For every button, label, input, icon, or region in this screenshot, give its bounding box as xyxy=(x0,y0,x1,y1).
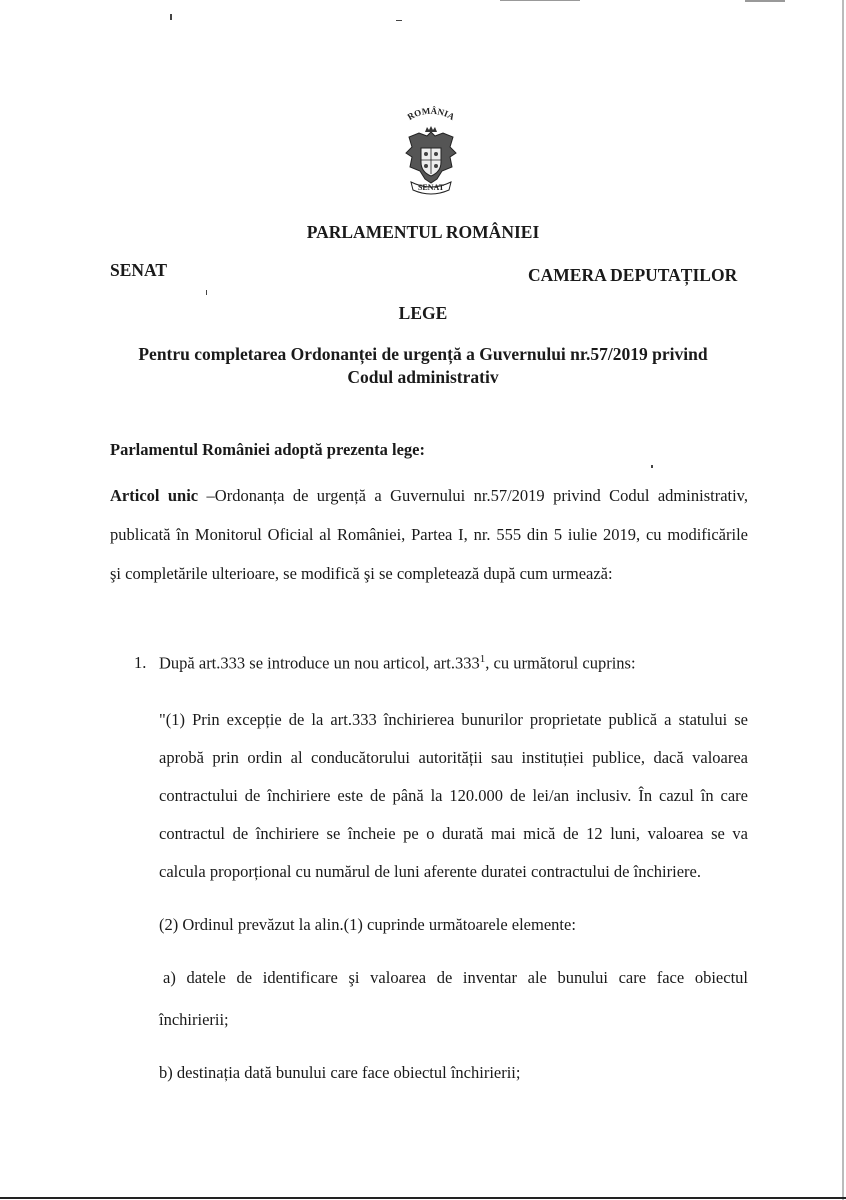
point1-text-a: După art.333 se introduce un nou articol, art.333 xyxy=(159,653,480,673)
scan-mark xyxy=(396,20,402,21)
doc-type: LEGE xyxy=(398,303,448,323)
adoption-statement: Parlamentul României adoptă prezenta lege: xyxy=(110,440,425,459)
scan-mark xyxy=(206,290,207,295)
seal-bottom-text: SENAT xyxy=(417,183,445,192)
svg-text:ROMÂNIA xyxy=(406,106,457,123)
item-b-line1: b) destinația dată bunului care face obiectul închirierii; xyxy=(159,1063,521,1082)
article-line1 xyxy=(110,486,748,506)
parliament-heading: PARLAMENTUL ROMÂNIEI xyxy=(306,222,540,242)
point1-superscript: 1 xyxy=(479,653,486,665)
para1-line3: contractului de închiriere este de până la 120.000 de lei/an inclusiv. În cazul în care xyxy=(159,786,748,805)
scan-mark xyxy=(170,14,172,20)
article-line2: publicată în Monitorul Oficial al României, Partea I, nr. 555 din 5 iulie 2019, cu modificările xyxy=(110,525,748,544)
item-a-line1: a) datele de identificare şi valoarea de inventar ale bunului care face obiectul xyxy=(163,968,748,987)
point1-text xyxy=(159,653,636,673)
law-title-line2: Codul administrativ xyxy=(347,367,499,387)
para2-line1: (2) Ordinul prevăzut la alin.(1) cuprinde următoarele elemente: xyxy=(159,915,576,934)
senate-seal xyxy=(385,102,477,202)
scan-mark xyxy=(500,0,580,1)
para1-line2: aprobă prin ordin al conducătorului autorității sau instituției publice, dacă valoarea xyxy=(159,748,748,767)
article-label: Articol unic xyxy=(110,486,199,505)
article-line3: şi completările ulterioare, se modifică şi se completează după cum urmează: xyxy=(110,564,613,583)
para1-line1: "(1) Prin excepție de la art.333 închirierea bunurilor proprietate publică a statului se xyxy=(159,710,748,729)
para1-line5: calcula proporțional cu numărul de luni aferente duratei contractului de închiriere. xyxy=(159,862,701,881)
point1-number: 1. xyxy=(134,653,147,672)
scan-mark xyxy=(745,0,785,2)
left-chamber: SENAT xyxy=(110,260,168,280)
law-title-line1: Pentru completarea Ordonanței de urgență a Guvernului nr.57/2019 privind xyxy=(138,344,708,364)
scan-edge xyxy=(842,0,844,1200)
article-line1-text: –Ordonanța de urgență a Guvernului nr.57/2019 privind Codul administrativ, xyxy=(198,486,748,505)
item-a-line2: închirierii; xyxy=(159,1010,229,1029)
scan-mark xyxy=(651,465,653,468)
seal-top-text: ROMÂNIA xyxy=(405,105,457,122)
scan-edge xyxy=(0,1197,846,1199)
right-chamber: CAMERA DEPUTAȚILOR xyxy=(528,265,738,285)
point1-text-b: , cu următorul cuprins: xyxy=(485,653,636,673)
para1-line4: contractul de închiriere se încheie pe o durată mai mică de 12 luni, valoarea se va xyxy=(159,824,748,843)
